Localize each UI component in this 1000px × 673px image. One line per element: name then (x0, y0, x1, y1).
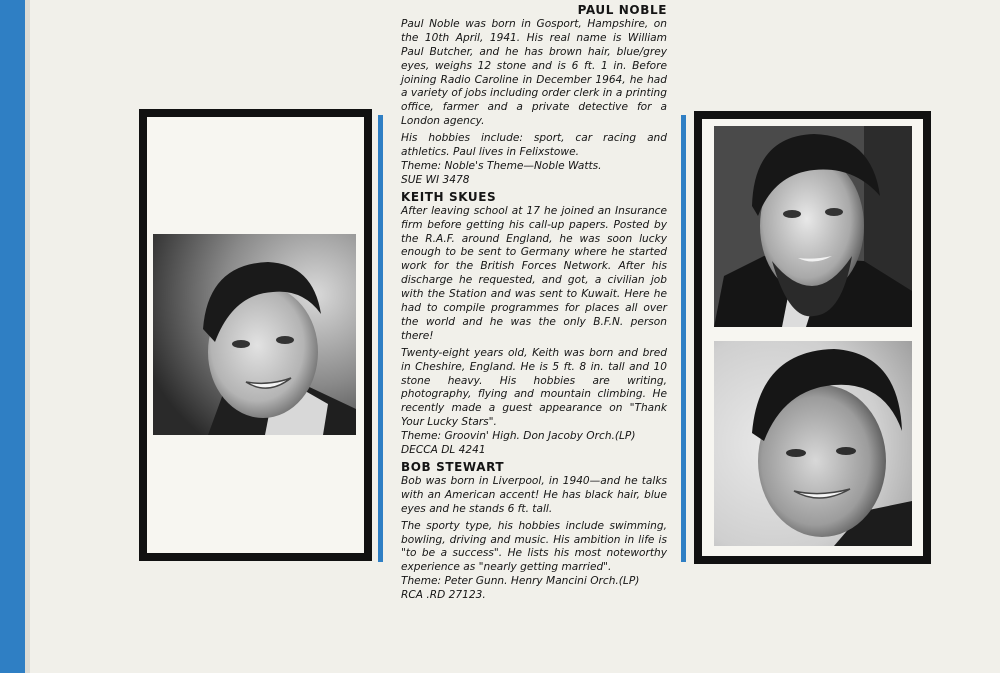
profile-name: PAUL NOBLE (577, 3, 667, 17)
theme-credit: Theme: Peter Gunn. Henry Mancini Orch.(LP) (401, 575, 640, 588)
blue-spine-stripe (0, 0, 25, 673)
right-column-rule (681, 115, 686, 562)
portrait-photo-bob-stewart (714, 341, 912, 546)
portrait-photo-paul-noble (153, 234, 356, 435)
record-number: RCA .RD 27123. (401, 589, 486, 602)
biography-column (401, 4, 667, 606)
profile-paragraph: Paul Noble was born in Gosport, Hampshire, on the 10th April, 1941. His real name is William Paul Butcher, and he has brown hair, blue/grey eyes, weighs 12 stone and is 6 ft. 1 in. Before joining Radio Caroline in December 1964, he had a variety of jobs including order clerk in a printing office, farmer and a private detective for a London agency. (401, 17, 667, 128)
profile-paul-noble (401, 4, 667, 188)
profile-paragraph: Bob was born in Liverpool, in 1940—and he talks with an American accent! He has black hair, blue eyes and he stands 6 ft. tall. (401, 474, 667, 515)
portrait-photo-keith-skues (714, 126, 912, 327)
profile-keith-skues (401, 191, 667, 458)
profile-paragraph: The sporty type, his hobbies include swimming, bowling, driving and music. His ambition in life is "to be a success". He lists his most noteworthy experience as "nearly getting married". (401, 519, 667, 574)
profile-name: KEITH SKUES (401, 189, 497, 204)
profile-paragraph: After leaving school at 17 he joined an Insurance firm before getting his call-up papers. Posted by the R.A.F. around England, he was soon lucky enough to be sent to Germany where he started work for the British Forces Network. After his discharge he requested, and got, a civilian job with the Station and was sent to Kuwait. Here he had to compile programmes for places all over the world and he was the only B.F.N. person there! (401, 204, 667, 342)
record-number: DECCA DL 4241 (401, 444, 486, 457)
profile-bob-stewart (401, 461, 667, 603)
profile-name: BOB STEWART (401, 460, 505, 474)
theme-credit: Theme: Groovin' High. Don Jacoby Orch.(LP) (401, 430, 636, 443)
profile-paragraph: His hobbies include: sport, car racing and athletics. Paul lives in Felixstowe. (401, 132, 667, 159)
page-gutter-shadow (25, 0, 30, 673)
record-number: SUE WI 3478 (401, 173, 470, 186)
theme-credit: Theme: Noble's Theme—Noble Watts. (401, 159, 602, 172)
left-column-rule (378, 115, 383, 562)
profile-paragraph: Twenty-eight years old, Keith was born and bred in Cheshire, England. He is 5 ft. 8 in. tall and 10 stone heavy. His hobbies are writing, photography, flying and mountain climbing. He recently made a guest appearance on "Thank Your Lucky Stars". (401, 346, 667, 429)
